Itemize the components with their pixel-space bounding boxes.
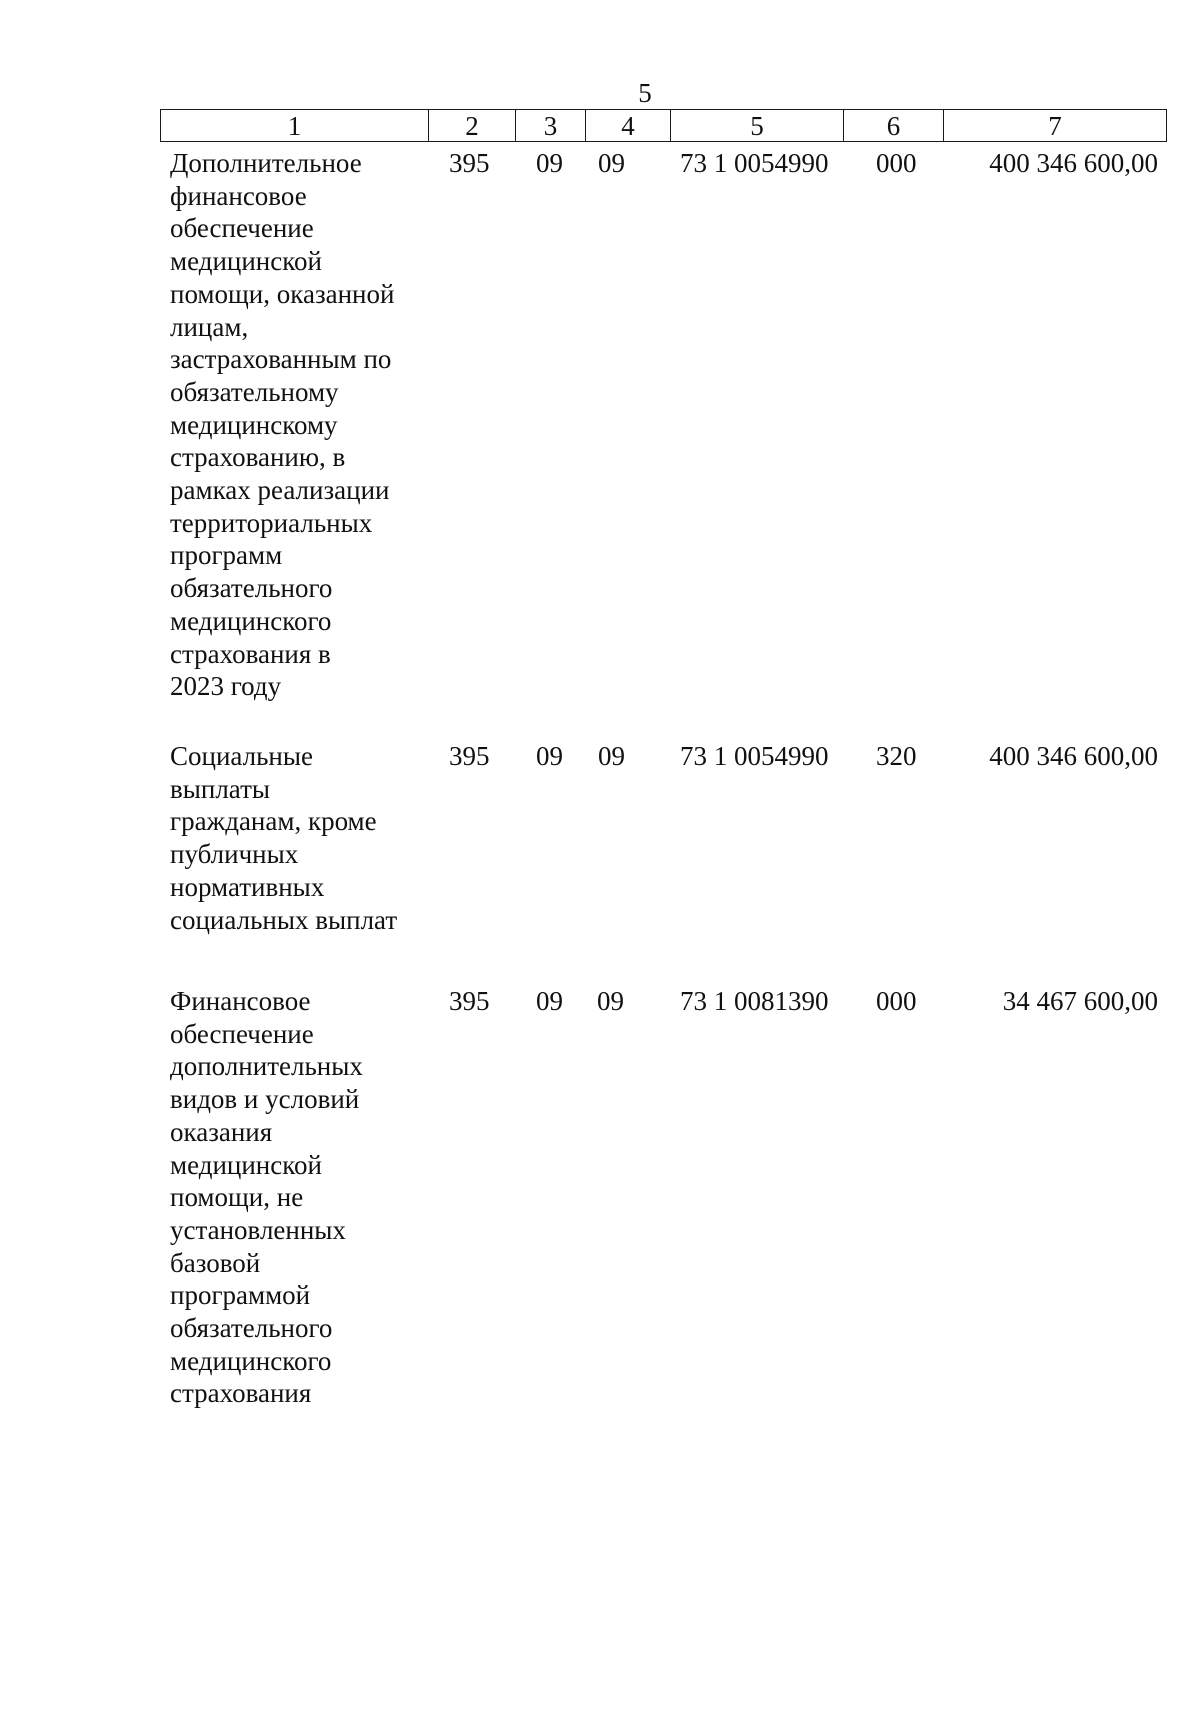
- row-code-section: 09: [536, 741, 563, 771]
- header-col-1: 1: [161, 110, 429, 142]
- row-name-line: помощи, оказанной: [170, 278, 395, 309]
- row-name-line: медицинской: [170, 246, 322, 277]
- row-name-line: обязательному: [170, 376, 339, 407]
- row-code-section: 09: [536, 986, 563, 1016]
- row-name-line: выплаты: [170, 773, 271, 804]
- row-name-line: Социальные: [170, 741, 313, 771]
- row-code-target: 73 1 0054990: [680, 741, 829, 771]
- header-row: [161, 110, 1167, 142]
- row-name-line: медицинского: [170, 605, 332, 636]
- row-name-line: обязательного: [170, 1313, 333, 1344]
- header-col-2: 2: [429, 110, 516, 142]
- row-code-expense-type: 000: [876, 148, 917, 178]
- row-name-line: оказания: [170, 1116, 273, 1147]
- row-code-subsection: 09: [598, 148, 625, 178]
- row-code-admin: 395: [449, 148, 490, 178]
- row-code-target: 73 1 0054990: [680, 148, 829, 178]
- row-name-line: застрахованным по: [170, 344, 392, 375]
- row-code-admin: 395: [449, 741, 490, 771]
- header-col-4: 4: [586, 110, 671, 142]
- row-name-line: финансовое: [170, 180, 307, 211]
- row-name-line: обеспечение: [170, 213, 314, 244]
- row-name-line: помощи, не: [170, 1182, 304, 1213]
- row-amount: 34 467 600,00: [1002, 986, 1158, 1016]
- row-name-line: программой: [170, 1280, 311, 1311]
- row-name-line: медицинского: [170, 1345, 332, 1376]
- row-code-subsection: 09: [598, 741, 625, 771]
- row-name-line: социальных выплат: [170, 904, 398, 935]
- row-code-target: 73 1 0081390: [680, 986, 829, 1016]
- row-name-line: Финансовое: [170, 986, 311, 1016]
- row-name-line: обязательного: [170, 573, 333, 604]
- row-code-admin: 395: [449, 986, 490, 1016]
- header-col-7: 7: [944, 110, 1167, 142]
- row-name-line: страхования: [170, 1378, 312, 1409]
- row-name-line: дополнительных: [170, 1051, 363, 1082]
- row-name-line: гражданам, кроме: [170, 806, 377, 837]
- column-number-header: [160, 109, 1167, 142]
- row-name: [170, 740, 415, 936]
- row-code-expense-type: 000: [876, 986, 917, 1016]
- row-amount: 400 346 600,00: [989, 741, 1158, 771]
- row-name-line: программ: [170, 540, 283, 571]
- row-name-line: территориальных: [170, 507, 373, 538]
- header-col-5: 5: [671, 110, 844, 142]
- row-name-line: страхования в: [170, 638, 331, 669]
- row-name-line: публичных: [170, 839, 299, 870]
- row-name-line: 2023 году: [170, 671, 282, 702]
- row-name-line: страхованию, в: [170, 442, 346, 473]
- row-code-subsection: 09: [597, 986, 624, 1016]
- header-col-3: 3: [516, 110, 586, 142]
- row-name: [170, 147, 415, 703]
- row-name-line: установленных: [170, 1214, 346, 1245]
- row-amount: 400 346 600,00: [989, 148, 1158, 178]
- row-code-expense-type: 320: [876, 741, 917, 771]
- row-name-line: обеспечение: [170, 1018, 314, 1049]
- row-name-line: медицинской: [170, 1149, 322, 1180]
- row-name-line: Дополнительное: [170, 148, 362, 178]
- row-name-line: лицам,: [170, 311, 249, 342]
- row-name-line: медицинскому: [170, 409, 338, 440]
- row-code-section: 09: [536, 148, 563, 178]
- header-col-6: 6: [844, 110, 944, 142]
- row-name-line: видов и условий: [170, 1084, 360, 1115]
- row-name-line: базовой: [170, 1247, 261, 1278]
- row-name-line: нормативных: [170, 871, 325, 902]
- page-number: 5: [638, 78, 652, 108]
- row-name: [170, 985, 415, 1410]
- row-name-line: рамках реализации: [170, 475, 390, 506]
